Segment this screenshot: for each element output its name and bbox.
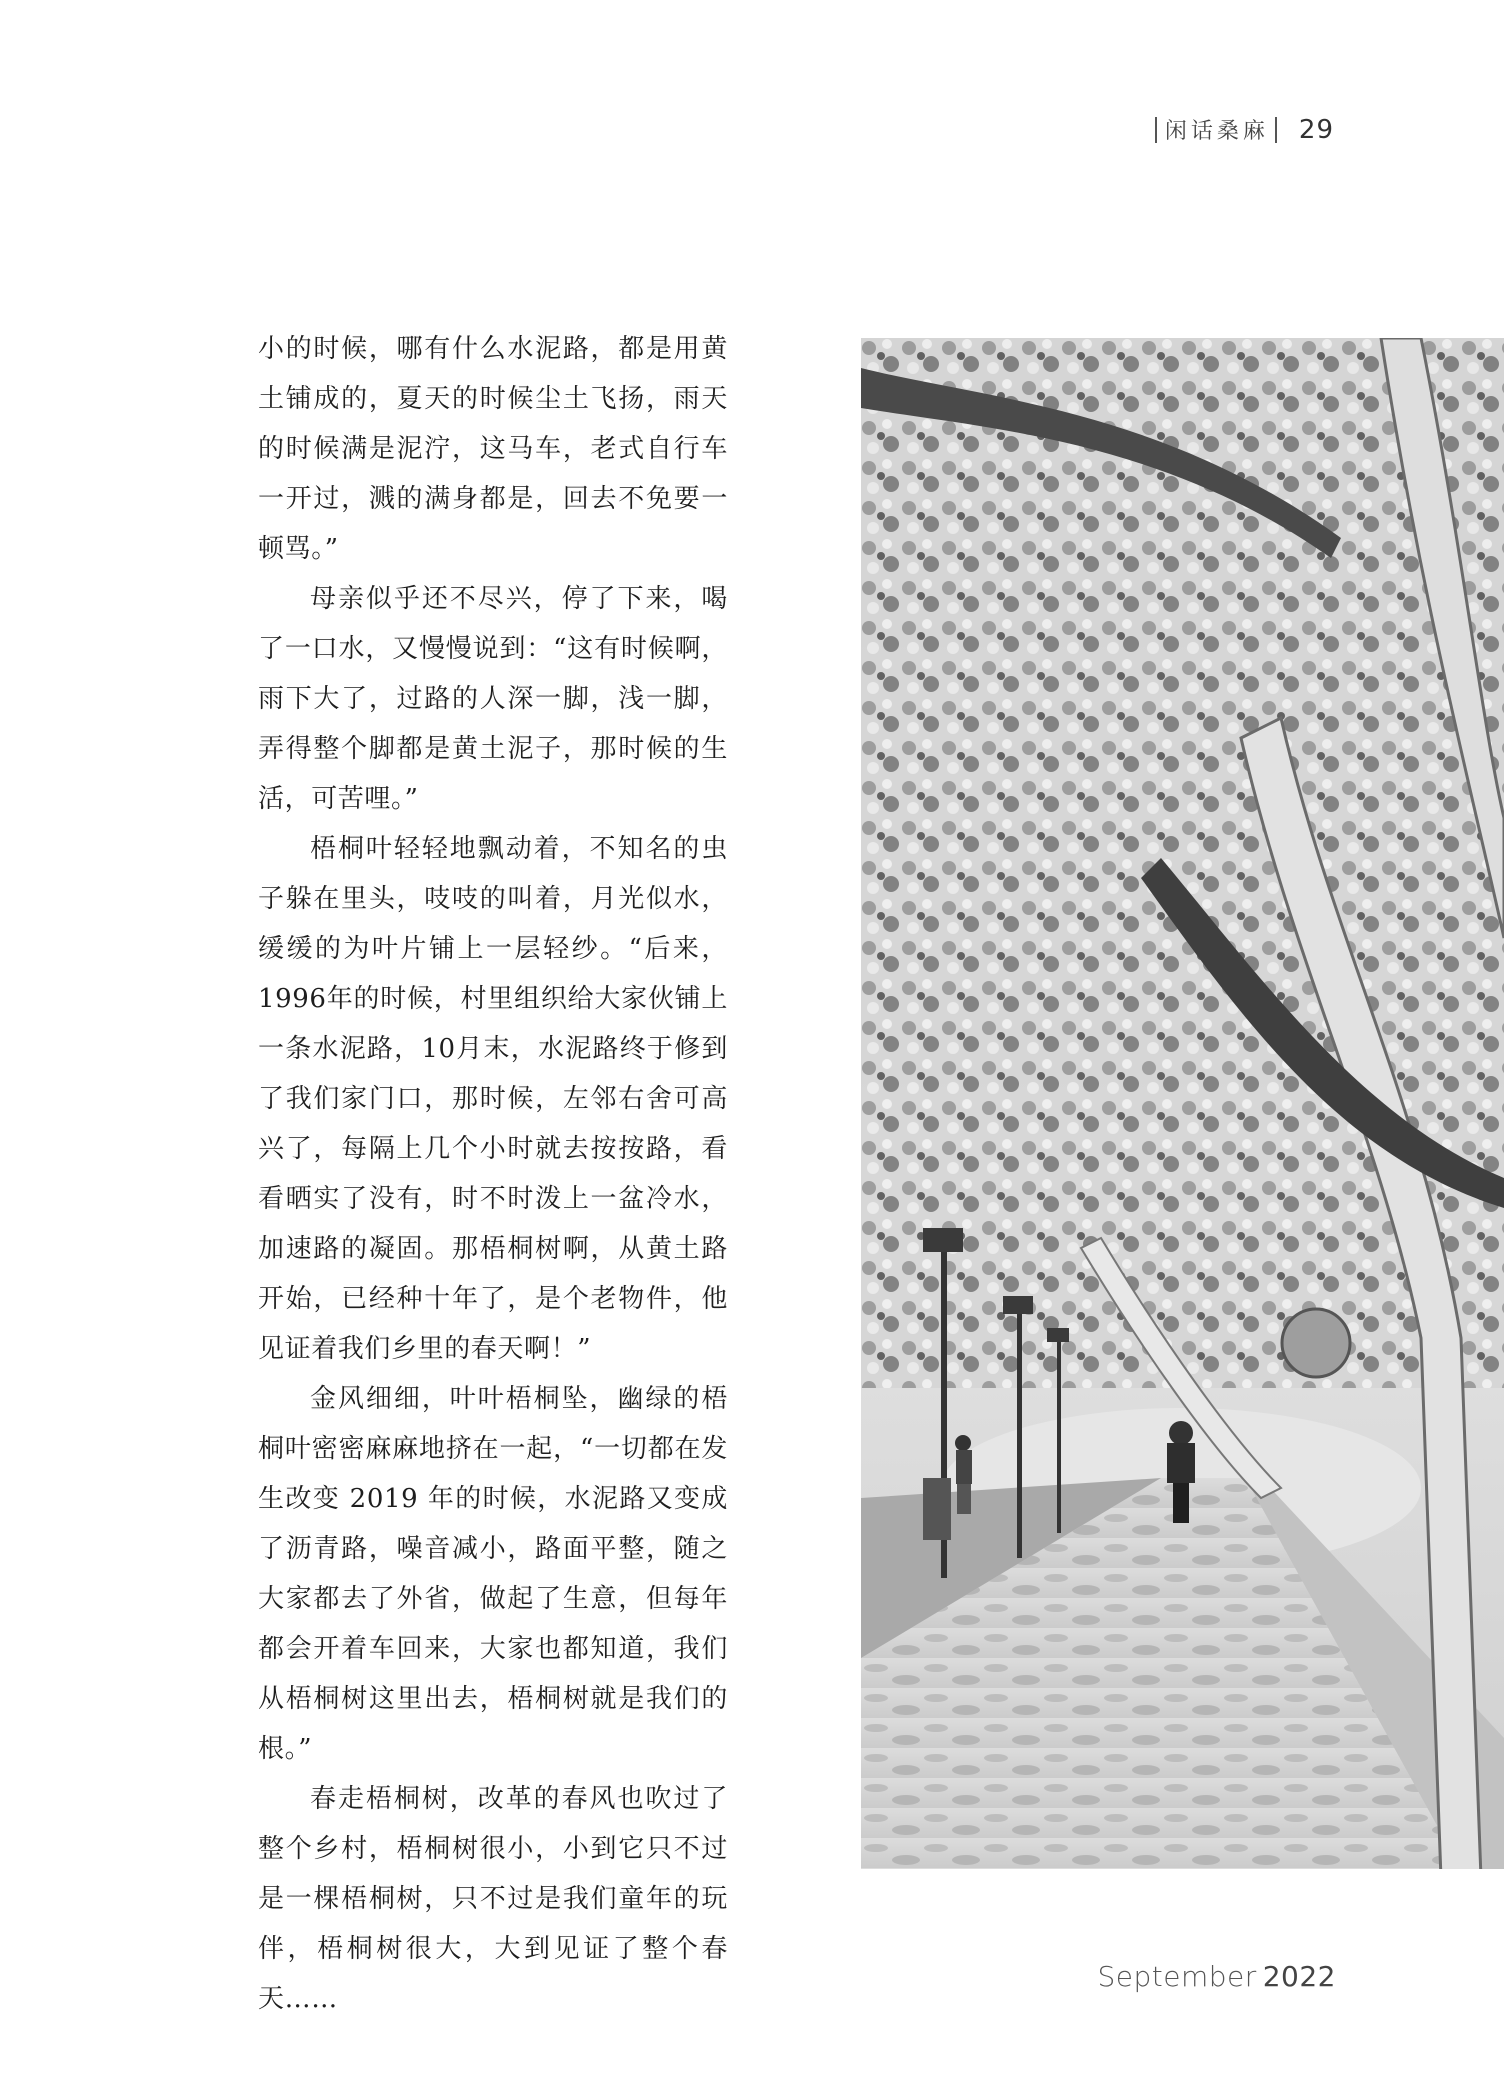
header-divider-right xyxy=(1275,117,1277,143)
paragraph-3: 梧桐叶轻轻地飘动着，不知名的虫子躲在里头，吱吱的叫着，月光似水，缓缓的为叶片铺上一层轻纱。“后来，1996年的时候，村里组织给大家伙铺上一条水泥路，10月末，水泥路终于修到了我们家门口，那时候，左邻右舍可高兴了，每隔上几个小时就去按按路，看看晒实了没有，时不时泼上一盆冷水，加速路的凝固。那梧桐树啊，从黄土路开始，已经种十年了，是个老物件，他见证着我们乡里的春天啊！” xyxy=(258,834,728,1364)
page-number: 29 xyxy=(1298,114,1334,145)
tree-lined-road-photo xyxy=(861,338,1504,1869)
footer-year: 2022 xyxy=(1262,1960,1336,1993)
running-header xyxy=(1155,114,1334,145)
paragraph-2: 母亲似乎还不尽兴，停了下来，喝了一口水，又慢慢说到：“这有时候啊，雨下大了，过路的人深一脚，浅一脚，弄得整个脚都是黄土泥子，那时候的生活，可苦哩。” xyxy=(258,584,728,814)
article-body xyxy=(258,324,728,2024)
page-footer xyxy=(1097,1960,1336,1993)
footer-month: September xyxy=(1097,1960,1257,1993)
photo-illustration xyxy=(861,338,1504,1869)
paragraph-5: 春走梧桐树，改革的春风也吹过了整个乡村，梧桐树很小，小到它只不过是一棵梧桐树，只不过是我们童年的玩伴，梧桐树很大，大到见证了整个春天…… xyxy=(258,1784,728,2014)
section-title: 闲话桑麻 xyxy=(1164,119,1269,144)
trash-bin xyxy=(923,1478,951,1540)
paragraph-4: 金风细细，叶叶梧桐坠，幽绿的梧桐叶密密麻麻地挤在一起，“一切都在发生改变 2019 年的时候，水泥路又变成了沥青路，噪音减小，路面平整，随之大家都去了外省，做起了生意，但每年都会开着车回来，大家也都知道，我们从梧桐树这里出去，梧桐树就是我们的根。” xyxy=(258,1384,728,1764)
paragraph-1: 小的时候，哪有什么水泥路，都是用黄土铺成的，夏天的时候尘土飞扬，雨天的时候满是泥泞，这马车，老式自行车一开过，溅的满身都是，回去不免要一顿骂。” xyxy=(258,334,728,564)
header-divider-left xyxy=(1155,117,1157,143)
